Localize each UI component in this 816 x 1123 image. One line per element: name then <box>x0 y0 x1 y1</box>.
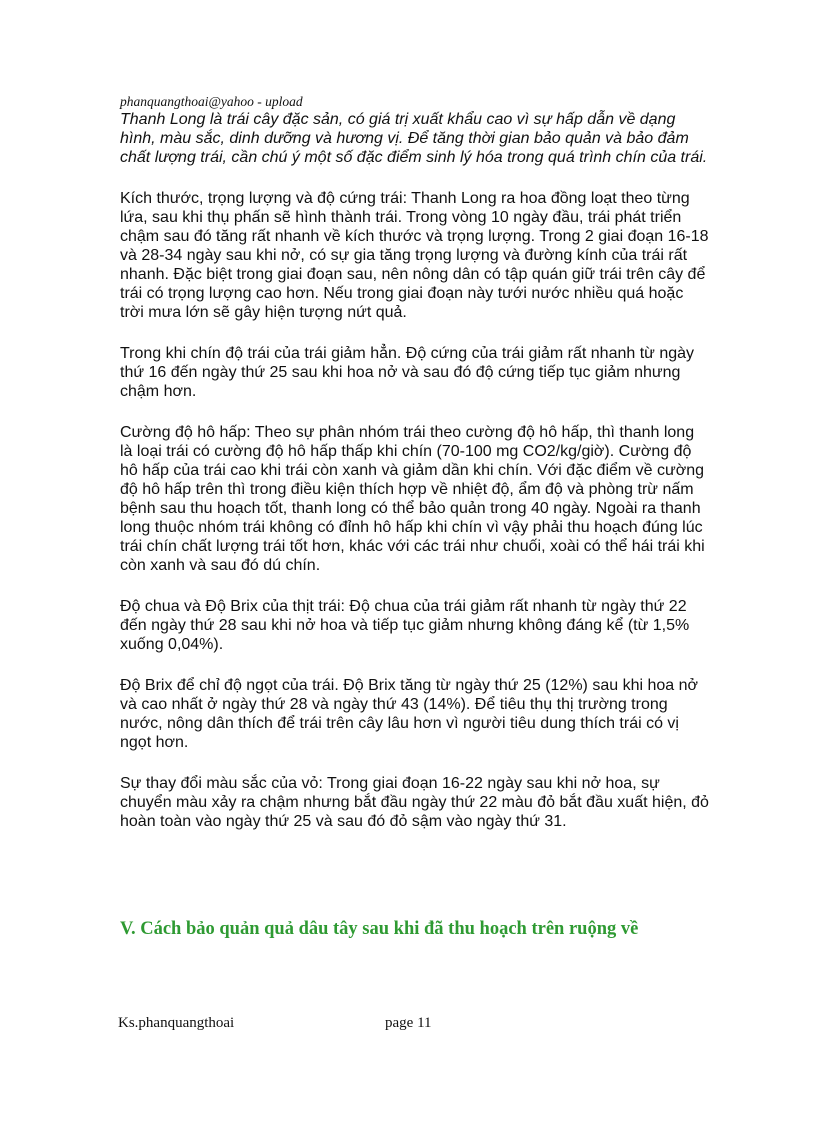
paragraph-acidity-brix: Độ chua và Độ Brix của thịt trái: Độ chua của trái giảm rất nhanh từ ngày thứ 22 đến ngày thứ 28 sau khi nở hoa và tiếp tục giảm nhưng không đáng kể (từ 1,5% xuống 0,04%). <box>120 598 690 653</box>
paragraph-firmness-decrease: Trong khi chín độ trái của trái giảm hẳn. Độ cứng của trái giảm rất nhanh từ ngày thứ 16 đến ngày thứ 25 sau khi hoa nở và sau đó độ cứng tiếp tục giảm nhưng chậm hơn. <box>120 345 695 400</box>
footer-page-number: page 11 <box>385 1015 432 1031</box>
paragraph-size-weight-firmness: Kích thước, trọng lượng và độ cứng trái: Thanh Long ra hoa đồng loạt theo từng lứa, sau khi thụ phấn sẽ hình thành trái. Trong vòng 10 ngày đầu, trái phát triển chậm sau đó tăng rất nhanh về kích thước và trọng lượng. Trong 2 giai đoạn 16-18 và 28-34 ngày sau khi nở, có sự gia tăng trọng lượng và đường kính của trái rất nhanh. Đặc biệt trong giai đoạn sau, nên nông dân có tập quán giữ trái trên cây để trái có trọng lượng cao hơn. Nếu trong giai đoạn này tưới nước nhiều quá hoặc trời mưa lớn sẽ gây hiện tượng nứt quả. <box>120 190 709 321</box>
body-text <box>120 110 710 853</box>
paragraph-intro: Thanh Long là trái cây đặc sản, có giá trị xuất khẩu cao vì sự hấp dẫn về dạng hình, màu sắc, dinh dưỡng và hương vị. Để tăng thời gian bảo quản và bảo đảm chất lượng trái, cần chú ý một số đặc điểm sinh lý hóa trong quá trình chín của trái. <box>120 111 708 166</box>
paragraph-skin-color: Sự thay đổi màu sắc của vỏ: Trong giai đoạn 16-22 ngày sau khi nở hoa, sự chuyển màu xảy ra chậm nhưng bắt đầu ngày thứ 22 màu đỏ bắt đầu xuất hiện, đỏ hoàn toàn vào ngày thứ 25 và sau đó đỏ sậm vào ngày thứ 31. <box>120 775 709 830</box>
uploader-header: phanquangthoai@yahoo - upload <box>120 94 303 109</box>
section-heading: V. Cách bảo quản quả dâu tây sau khi đã thu hoạch trên ruộng về <box>120 919 639 939</box>
paragraph-brix-sweetness: Độ Brix để chỉ độ ngọt của trái. Độ Brix tăng từ ngày thứ 25 (12%) sau khi hoa nở và cao nhất ở ngày thứ 28 và ngày thứ 43 (14%). Để tiêu thụ thị trường trong nước, nông dân thích để trái trên cây lâu hơn vì người tiêu dung thích trái có vị ngọt hơn. <box>120 677 698 751</box>
footer-author: Ks.phanquangthoai <box>118 1015 235 1031</box>
paragraph-respiration: Cường độ hô hấp: Theo sự phân nhóm trái theo cường độ hô hấp, thì thanh long là loại trái có cường độ hô hấp thấp khi chín (70-100 mg CO2/kg/giờ). Cường độ hô hấp của trái cao khi trái còn xanh và giảm dần khi chín. Với đặc điểm về cường độ hô hấp trên thì trong điều kiện thích hợp về nhiệt độ, ẩm độ và phòng trừ nấm bệnh sau thu hoạch tốt, thanh long có thể bảo quản trong 40 ngày. Ngoài ra thanh long thuộc nhóm trái không có đỉnh hô hấp khi chín vì vậy phải thu hoạch đúng lúc trái chín chất lượng trái tốt hơn, khác với các trái như chuối, xoài có thể hái trái khi còn xanh và sau đó dú chín. <box>120 424 705 574</box>
